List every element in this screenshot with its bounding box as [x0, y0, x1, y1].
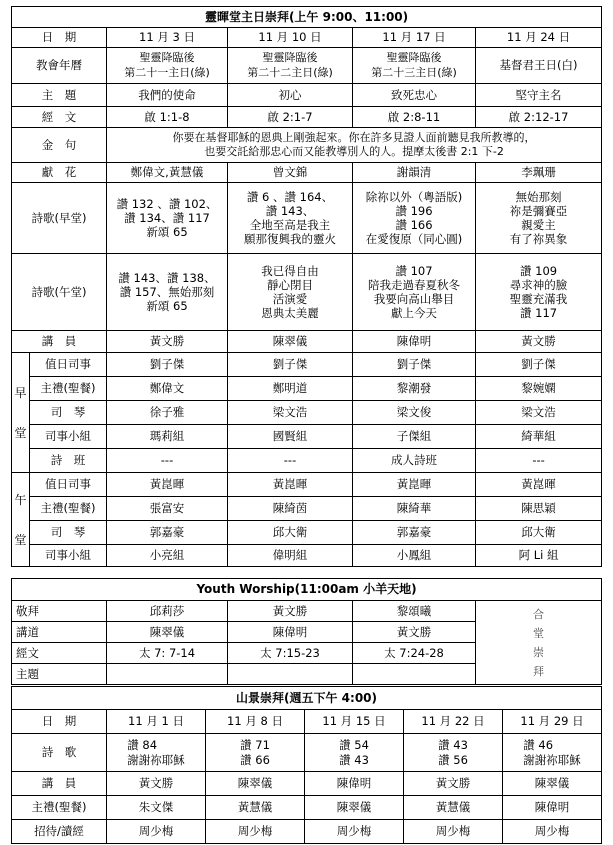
duty-cell: ---	[476, 449, 602, 473]
duty-role: 司 琴	[30, 521, 107, 545]
duty-cell: 陳思穎	[476, 497, 602, 521]
flowers-cell: 謝韻清	[353, 163, 476, 183]
hill-hymns-cell: 讚 46 謝謝祢耶穌	[503, 734, 602, 772]
youth-role: 經文	[12, 643, 107, 664]
late-service-label: 午堂	[12, 473, 30, 567]
duty-cell: 鄭明道	[228, 377, 353, 401]
duty-cell: 黃崑暉	[107, 473, 228, 497]
duty-role: 司事小組	[30, 545, 107, 567]
hill-reception-cell: 周少梅	[305, 820, 404, 844]
hill-communion-cell: 朱文傑	[107, 796, 206, 820]
liturgical-cell: 聖靈降臨後 第二十一主日(綠)	[107, 48, 228, 84]
duty-cell: 黎潮發	[353, 377, 476, 401]
theme-cell: 我們的使命	[107, 84, 228, 107]
early-service-label: 早堂	[12, 353, 30, 473]
hill-speaker-cell: 黃文勝	[107, 772, 206, 796]
scripture-label: 經 文	[12, 107, 107, 128]
duty-cell: 小亮組	[107, 545, 228, 567]
duty-cell: 阿 Li 組	[476, 545, 602, 567]
youth-cell: 太 7: 7-14	[107, 643, 228, 664]
duty-cell: 子傑組	[353, 425, 476, 449]
duty-cell: 小鳳組	[353, 545, 476, 567]
scripture-cell: 啟 2:1-7	[228, 107, 353, 128]
hill-speaker-cell: 陳偉明	[305, 772, 404, 796]
duty-cell: 梁文浩	[476, 401, 602, 425]
hill-date-cell: 11 月 15 日	[305, 710, 404, 734]
duty-cell: 梁文俊	[353, 401, 476, 425]
duty-cell: 徐子雅	[107, 401, 228, 425]
theme-cell: 堅守主名	[476, 84, 602, 107]
youth-cell: 陳偉明	[228, 622, 353, 643]
liturgical-label: 教會年曆	[12, 48, 107, 84]
hymns-early-label: 詩歌(早堂)	[12, 183, 107, 254]
hill-date-cell: 11 月 29 日	[503, 710, 602, 734]
duty-cell: 黃崑暉	[353, 473, 476, 497]
date-label: 日 期	[12, 28, 107, 48]
hill-speaker-cell: 陳翠儀	[503, 772, 602, 796]
hill-speaker-cell: 陳翠儀	[206, 772, 305, 796]
hymns-early-cell: 讚 132 、讚 102、 讚 134、讚 117 新頌 65	[107, 183, 228, 254]
youth-role: 主題	[12, 664, 107, 685]
duty-role: 主禮(聖餐)	[30, 497, 107, 521]
speaker-label: 講 員	[12, 331, 107, 353]
date-cell: 11 月 24 日	[476, 28, 602, 48]
duty-role: 司事小組	[30, 425, 107, 449]
speaker-cell: 陳偉明	[353, 331, 476, 353]
flowers-cell: 曾文錦	[228, 163, 353, 183]
hill-speaker-label: 講 員	[12, 772, 107, 796]
youth-cell: 陳翠儀	[107, 622, 228, 643]
hill-communion-label: 主禮(聖餐)	[12, 796, 107, 820]
hill-hymns-cell: 讚 43 讚 56	[404, 734, 503, 772]
liturgical-cell: 基督君王日(白)	[476, 48, 602, 84]
hymns-late-cell: 我已得自由 靜心閉目 活演愛 恩典太美麗	[228, 254, 353, 331]
date-cell: 11 月 17 日	[353, 28, 476, 48]
duty-cell: 成人詩班	[353, 449, 476, 473]
duty-cell: 梁文浩	[228, 401, 353, 425]
youth-cell: 邱莉莎	[107, 601, 228, 622]
scripture-cell: 啟 2:8-11	[353, 107, 476, 128]
hymns-late-label: 詩歌(午堂)	[12, 254, 107, 331]
hill-hymns-label: 詩 歌	[12, 734, 107, 772]
flowers-cell: 鄭偉文,黃慧儀	[107, 163, 228, 183]
hill-date-cell: 11 月 1 日	[107, 710, 206, 734]
flowers-label: 獻 花	[12, 163, 107, 183]
golden-verse-label: 金 句	[12, 128, 107, 163]
hill-hymns-cell: 讚 84 謝謝祢耶穌	[107, 734, 206, 772]
golden-verse-text: 你要在基督耶穌的恩典上剛強起來。你在許多見證人面前聽見我所教導的， 也要交託給那忠心而又能教導別人的人。提摩太後書 2:1 下-2	[107, 128, 602, 163]
theme-cell: 致死忠心	[353, 84, 476, 107]
hill-service-table	[11, 686, 602, 844]
hymns-late-cell: 讚 143、讚 138、 讚 157、無始那刻 新頌 65	[107, 254, 228, 331]
duty-cell: 黃崑暉	[228, 473, 353, 497]
hymns-late-cell: 讚 109 尋求神的臉 聖靈充滿我 讚 117	[476, 254, 602, 331]
youth-cell: 黃文勝	[228, 601, 353, 622]
duty-cell: 劉子傑	[228, 353, 353, 377]
hill-communion-cell: 黃慧儀	[206, 796, 305, 820]
duty-cell: 劉子傑	[476, 353, 602, 377]
youth-cell	[107, 664, 228, 685]
youth-cell	[228, 664, 353, 685]
duty-role: 詩 班	[30, 449, 107, 473]
duty-cell: 綺華組	[476, 425, 602, 449]
hymns-early-cell: 除祢以外（粵語版) 讚 196 讚 166 在愛復原（同心圓)	[353, 183, 476, 254]
youth-cell: 黎頌曦	[353, 601, 476, 622]
speaker-cell: 陳翠儀	[228, 331, 353, 353]
youth-cell: 太 7:15-23	[228, 643, 353, 664]
liturgical-cell: 聖靈降臨後 第二十二主日(綠)	[228, 48, 353, 84]
duty-cell: 偉明組	[228, 545, 353, 567]
hymns-early-cell: 無始那刻 祢是彌賽亞 親愛主 有了祢異象	[476, 183, 602, 254]
duty-cell: 劉子傑	[107, 353, 228, 377]
hill-speaker-cell: 黃文勝	[404, 772, 503, 796]
youth-role: 講道	[12, 622, 107, 643]
duty-cell: 陳綺茵	[228, 497, 353, 521]
hill-reception-cell: 周少梅	[404, 820, 503, 844]
duty-cell: 黎婉嫻	[476, 377, 602, 401]
date-cell: 11 月 3 日	[107, 28, 228, 48]
duty-cell: 瑪莉組	[107, 425, 228, 449]
hill-reception-label: 招待/讀經	[12, 820, 107, 844]
hill-date-label: 日 期	[12, 710, 107, 734]
hill-communion-cell: 黃慧儀	[404, 796, 503, 820]
duty-role: 值日司事	[30, 473, 107, 497]
duty-cell: 劉子傑	[353, 353, 476, 377]
hill-reception-cell: 周少梅	[107, 820, 206, 844]
duty-cell: 郭嘉豪	[353, 521, 476, 545]
hill-reception-cell: 周少梅	[206, 820, 305, 844]
duty-cell: 鄭偉文	[107, 377, 228, 401]
youth-cell: 太 7:24-28	[353, 643, 476, 664]
speaker-cell: 黃文勝	[107, 331, 228, 353]
duty-cell: ---	[107, 449, 228, 473]
speaker-cell: 黃文勝	[476, 331, 602, 353]
youth-worship-table	[11, 578, 602, 685]
theme-cell: 初心	[228, 84, 353, 107]
hymns-late-cell: 讚 107 陪我走過春夏秋冬 我要向高山舉目 獻上今天	[353, 254, 476, 331]
duty-cell: 國賢組	[228, 425, 353, 449]
hill-date-cell: 11 月 8 日	[206, 710, 305, 734]
combined-worship-note: 合 堂 崇 拜	[476, 601, 602, 685]
hill-communion-cell: 陳偉明	[503, 796, 602, 820]
scripture-cell: 啟 2:12-17	[476, 107, 602, 128]
liturgical-cell: 聖靈降臨後 第二十三主日(綠)	[353, 48, 476, 84]
duty-role: 司 琴	[30, 401, 107, 425]
date-cell: 11 月 10 日	[228, 28, 353, 48]
youth-role: 敬拜	[12, 601, 107, 622]
duty-cell: 黃崑暉	[476, 473, 602, 497]
hill-hymns-cell: 讚 54 讚 43	[305, 734, 404, 772]
youth-title: Youth Worship(11:00am 小羊天地)	[12, 579, 602, 601]
hill-hymns-cell: 讚 71 讚 66	[206, 734, 305, 772]
duty-cell: ---	[228, 449, 353, 473]
duty-role: 值日司事	[30, 353, 107, 377]
scripture-cell: 啟 1:1-8	[107, 107, 228, 128]
main-title: 靈暉堂主日崇拜(上午 9:00、11:00)	[12, 7, 602, 28]
theme-label: 主 題	[12, 84, 107, 107]
hill-communion-cell: 陳翠儀	[305, 796, 404, 820]
duty-cell: 張富安	[107, 497, 228, 521]
hill-reception-cell: 周少梅	[503, 820, 602, 844]
hill-date-cell: 11 月 22 日	[404, 710, 503, 734]
hymns-early-cell: 讚 6 、讚 164、 讚 143、 全地至高是我主 願那復興我的靈火	[228, 183, 353, 254]
hill-title: 山景崇拜(週五下午 4:00)	[12, 687, 602, 710]
youth-cell: 黃文勝	[353, 622, 476, 643]
main-service-table	[11, 6, 602, 567]
duty-cell: 邱大衛	[476, 521, 602, 545]
duty-cell: 邱大衛	[228, 521, 353, 545]
duty-role: 主禮(聖餐)	[30, 377, 107, 401]
youth-cell	[353, 664, 476, 685]
duty-cell: 陳綺華	[353, 497, 476, 521]
duty-cell: 郭嘉豪	[107, 521, 228, 545]
flowers-cell: 李珮珊	[476, 163, 602, 183]
